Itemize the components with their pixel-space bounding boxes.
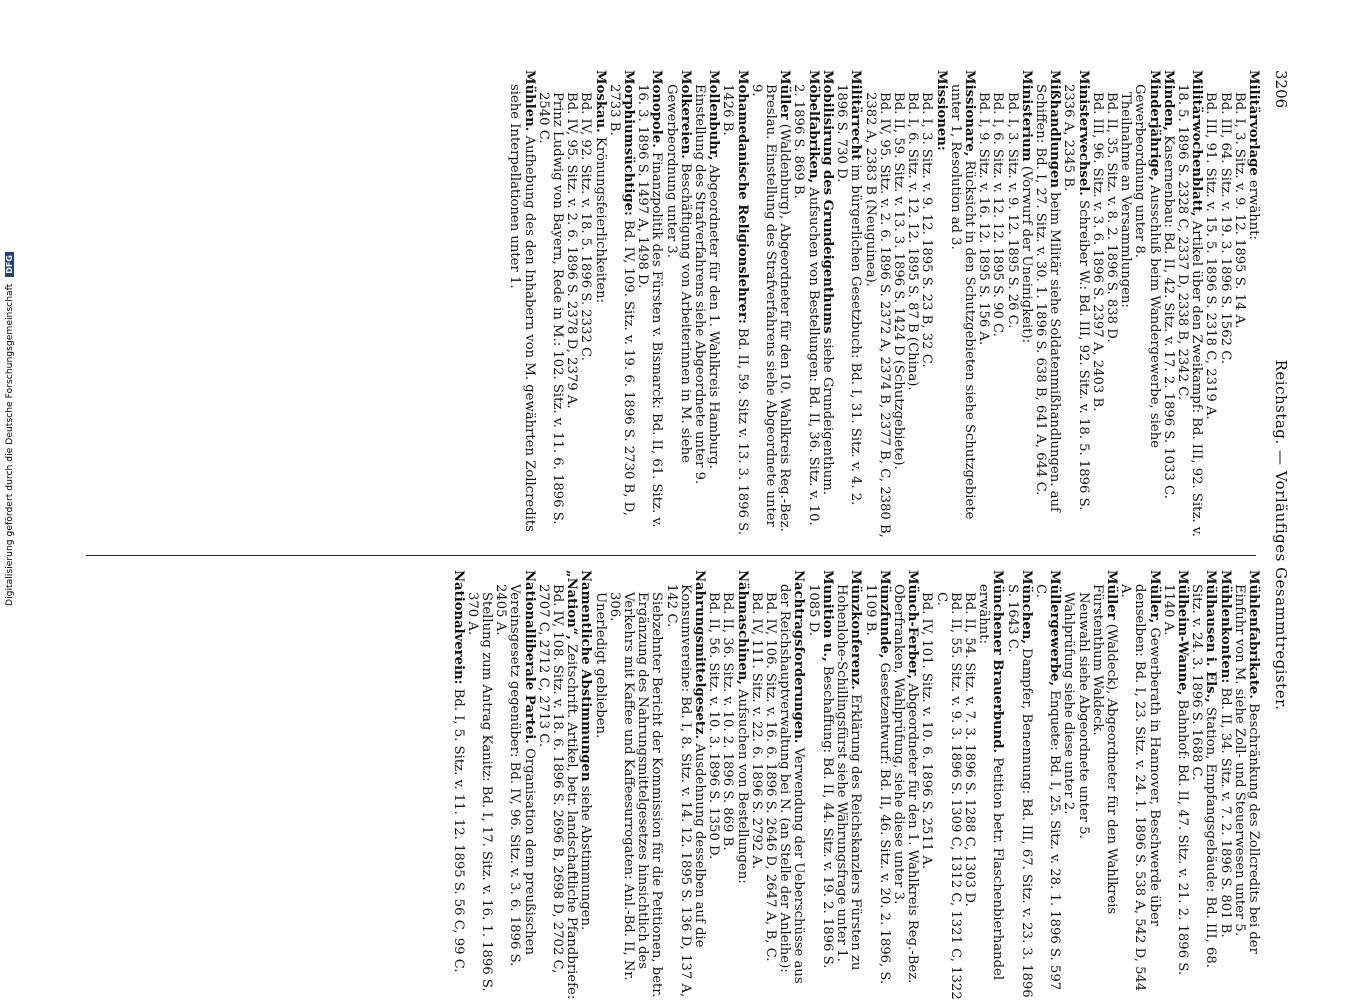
entry-text: im bürgerlichen Gesetzbuch: Bd. I, 31. Sitz. v. 4. 2. 1896 S. 730 D. <box>834 84 864 506</box>
entry-text: Erklärung des Reichskanzlers Fürsten zu Hohenlohe-Schillingsfürst siehe Währungsfrage unter 1. <box>834 584 864 971</box>
index-entry <box>450 570 464 1000</box>
index-entry <box>749 70 792 540</box>
entry-text: Gewerberath in Hannover, Beschwerde über denselben: Bd. I, 23. Sitz. v. 24. 1. 1896 S. 538 A, 542 D, 544 A. <box>1118 584 1162 992</box>
entry-text: (Waldenburg), Abgeordneter für den 10. Wahlkreis Reg.-Bez. Breslau. Einstellung des Strafverfahrens siehe Abgeordnete unter 9. <box>748 84 793 532</box>
entry-heading: Möbelfabriken, <box>805 70 821 184</box>
entry-subline: Unerledigt geblieben. <box>592 592 608 739</box>
entry-text: Bd. IV, 109. Sitz. v. 19. 6. 1896 S. 2730 B, D, 2733 B. <box>606 84 637 516</box>
entry-heading: Munition u., <box>819 570 835 662</box>
index-entry <box>1246 70 1260 540</box>
entry-heading: Müllergewerbe, <box>1047 570 1063 687</box>
entry-text: Bd. II, 34. Sitz. v. 7. 2. 1896 S. 801 B. <box>1217 687 1233 938</box>
entry-text: Ausschluß beim Wandergewerbe, siehe Gewerbeordnung unter 8. <box>1132 84 1162 449</box>
entry-text: Artikel über den Zweikampf: Bd. III, 92. Sitz. v. 18. 5. 1896 S. 2328 C, 2337 D, 2338 B, 2342 C. <box>1174 84 1205 537</box>
index-entry <box>692 70 720 540</box>
entry-text: Bahnhof: Bd. II, 47. Sitz. v. 21. 2. 1896 S. 1140 A. <box>1160 584 1190 976</box>
entry-heading: Mollenbuhr, <box>706 70 722 161</box>
entry-subline: Bd. IV, 106. Sitz. v. 16. 6. 1896 S. 2646 D, 2647 A, B, C. <box>763 592 779 962</box>
index-entry <box>1161 70 1175 540</box>
entry-text: Gesetzentwurf: Bd. II, 46. Sitz. v. 20. 2. 1896, S. 1109 B. <box>862 584 892 985</box>
index-entry <box>1189 570 1217 1000</box>
index-entry <box>1004 570 1032 1000</box>
entry-text: Rücksicht in den Schutzgebieten siehe Schutzgebiete unter 1, Resolution ad 3. <box>947 84 977 520</box>
entry-text: Aufsuchen von Bestellungen: <box>734 689 750 884</box>
index-entry <box>1232 570 1260 1000</box>
entry-subline: Bd. IV, 95. Sitz. v. 2. 6. 1896 S. 2372 A, 2374 B, 2377 B, C, 2380 B, 2382 A, 2383 B (Neuguinea). <box>862 92 892 538</box>
entry-subline: Bd. II, 36. Sitz. v. 10. 2. 1896 S. 869 B. <box>720 592 736 851</box>
index-entry <box>1118 570 1161 1000</box>
index-entry <box>607 70 635 540</box>
entry-text: siehe Grundeigenthum. <box>819 337 835 495</box>
entry-text: Krönungsfeierlichkeiten: <box>592 136 608 304</box>
entry-heading: Morphiumsüchtige: <box>621 70 637 216</box>
footer-text: Digitalisierung gefördert durch die Deutsche Forschungsgemeinschaft <box>4 283 15 606</box>
entry-subline: Bd. I, 3. Sitz. v. 9. 12. 1895 S. 26 C. <box>1004 92 1020 329</box>
entry-heading: Ministerium <box>1018 70 1034 162</box>
index-entry <box>536 570 579 1000</box>
entry-heading: Minden, <box>1160 70 1176 131</box>
index-entry <box>791 70 819 540</box>
entry-heading: Mühlenfabrikate. <box>1246 570 1261 699</box>
entry-heading: Müller <box>777 70 793 120</box>
entry-subline: Bd. I, 3. Sitz. v. 9. 12. 1895 S. 23 B, 32 C. <box>919 92 935 368</box>
index-entry <box>862 570 890 1000</box>
entry-text: (Vorwurf der Uneinigkeit): <box>1018 165 1034 344</box>
entry-text: Beschäftigung von Arbeiterinnen in M. siehe Gewerbeordnung unter 3. <box>663 84 693 463</box>
index-entry <box>834 570 862 1000</box>
index-entry <box>1217 570 1231 1000</box>
entry-text: Aufhebung des den Inhabern von M. gewährten Zollcredits siehe Interpellationen unter 1. <box>507 84 537 532</box>
index-entry <box>976 570 1004 1000</box>
entry-heading: Mülhausen i. Els., <box>1203 570 1219 703</box>
index-entry <box>933 70 947 540</box>
entry-subline: Bd. I, 6. Sitz. v. 12. 12. 1895 S. 90 C. <box>990 92 1006 337</box>
column-divider <box>86 555 1256 556</box>
page-title: Reichstag. — Vorläufiges Gesammtregister. <box>1272 359 1290 711</box>
entry-text: Ausdehnung desselben auf die Konsumvereine: Bd. I, 8. Sitz. v. 14. 12. 1895 S. 136 D, 137 A, 142 C. <box>663 584 708 998</box>
index-entry <box>493 570 536 1000</box>
entry-subline: Bd. IV, 92. Sitz. v. 18. 5. 1896 S. 2332 C. <box>578 92 594 361</box>
entry-heading: Mobilisirung des Grundeigenthums <box>819 70 835 334</box>
entry-subline: Bd. III, 96. Sitz. v. 3. 6. 1896 S. 2397 A, 2403 B. <box>1089 92 1105 412</box>
entry-text: Bd. I, 5. Sitz. v. 11. 12. 1895 S. 56 C, 99 C. <box>450 688 466 973</box>
entry-text: Abgeordneter für den 1. Wahlkreis Hamburg. Einstellung des Strafverfahrens siehe Abgeordnete unter 9. <box>692 84 722 485</box>
entry-text: Kasernenbau: Bd. II, 42. Sitz. v. 17. 2. 1896 S. 1033 C. <box>1160 135 1176 499</box>
entry-text: erwähnt: <box>1246 180 1261 240</box>
entry-heading: Mühlen. <box>521 70 537 132</box>
entry-heading: Nähmaschinen, <box>734 570 750 685</box>
entry-heading: Ministerwechsel. <box>1075 70 1091 196</box>
entry-text: Bd. II, 59. Sitz v. 13. 3. 1896 S. 1426 B. <box>720 84 750 535</box>
entry-text: Dampfer, Benennung: Bd. III, 67. Sitz. v. 23. 3. 1896 S. 1643 C. <box>1004 584 1034 998</box>
entry-text: Petition betr. Flaschenbierhandel erwähnt: <box>976 584 1006 981</box>
rotated-page <box>80 70 1290 1000</box>
entry-heading: Missionen: <box>933 70 949 151</box>
index-entry <box>1033 70 1061 540</box>
left-column <box>507 70 1260 540</box>
entry-text: (Waldeck), Abgeordneter für den Wahlkreis Fürstenthum Waldeck. <box>1089 584 1119 915</box>
index-entry <box>834 70 862 540</box>
entry-text: Enquete: Bd. I, 25. Sitz. v. 28. 1. 1896 S. 597 C. <box>1032 584 1063 991</box>
index-entry <box>592 70 606 540</box>
index-entry <box>1033 570 1061 1000</box>
dfg-logo: DFG <box>5 252 14 277</box>
entry-text: Abgeordneter für den 1. Wahlkreis Reg.-Bez. Oberfranken, Wahlprüfung, siehe diese unter 3. <box>890 584 921 984</box>
entry-heading: Mühlenkonten: <box>1217 570 1233 684</box>
index-entry <box>1161 570 1189 1000</box>
entry-heading: Mißhandlungen <box>1047 70 1063 188</box>
entry-heading: Mohamedanische Religionslehrer: <box>734 70 750 324</box>
entry-heading: Mülheim-Wanne, <box>1174 570 1190 696</box>
index-entry <box>734 570 748 1000</box>
entry-heading: Müller <box>1103 570 1119 620</box>
entry-heading: Münzfunde, <box>876 570 892 659</box>
index-entry <box>663 70 691 540</box>
right-column <box>450 570 1260 1000</box>
entry-subline: Bd. IV, 95. Sitz. v. 2. 6. 1896 S. 2378 D, 2379 A. <box>564 92 580 409</box>
entry-heading: Münch-Ferber, <box>905 570 921 680</box>
entry-text: Schreiber W.: Bd. III, 92. Sitz. v. 18. 5. 1896 S. 2336 A, 2345 B. <box>1061 84 1091 511</box>
entry-heading: Moskau. <box>592 70 608 133</box>
entry-heading: Monopole. <box>649 70 665 148</box>
entry-subline: Siebzehnter Bericht der Kommission für die Petitionen, betr. Ergänzung des Nahrungsmittelgesetzes hinsichtlich des Verkehrs mit Kaffee und Kaffeesurrogaten: Anl.-Bd. II, Nr. 306. <box>606 592 665 998</box>
entry-heading: Militärrecht <box>848 70 864 161</box>
index-entry <box>1061 70 1089 540</box>
entry-heading: Missionare, <box>961 70 977 157</box>
index-entry <box>1175 70 1203 540</box>
entry-subline: Prinz Ludwig von Bayern, Rede in M.: 102. Sitz. v. 11. 6. 1896 S. 2540 C. <box>535 92 566 525</box>
entry-subline: Bd. II, 55. Sitz. v. 9. 3. 1896 S. 1309 C, 1312 C, 1321 C, 1322 C. <box>933 592 963 1000</box>
index-entry <box>777 570 805 1000</box>
entry-heading: Nachtragsforderungen. <box>791 570 807 744</box>
entry-heading: Militärvorlage <box>1246 70 1261 176</box>
entry-subline: Bd. I, 3. Sitz. v. 9. 12. 1895 S. 14 A. <box>1231 92 1247 329</box>
index-entry <box>578 570 592 1000</box>
index-entry <box>1019 70 1033 540</box>
entry-heading: München, <box>1018 570 1034 644</box>
entry-subline: Bd. IV, 101. Sitz. v. 10. 6. 1896 S. 2511 A. <box>919 592 935 870</box>
entry-subline: Bd. II, 35. Sitz. v. 8. 2. 1896 S. 838 D. <box>1103 92 1119 343</box>
index-entry <box>806 570 834 1000</box>
index-entry <box>1132 70 1160 540</box>
entry-heading: Nationalliberale Partei. <box>521 570 537 744</box>
entry-text: Verwendung der Ueberschüsse aus der Reichshauptverwaltung bei N. (an Stelle der Anleihe): <box>777 584 807 984</box>
entry-subline: Bd. II, 56. Sitz. v. 10. 3. 1896 S. 1350 D. <box>706 592 722 860</box>
index-entry <box>663 570 706 1000</box>
entry-subline: Bd. I, 9. Sitz. v. 16. 12. 1895 S. 156 A. <box>976 92 992 346</box>
entry-subline: Bd. III, 64. Sitz. v. 19. 3. 1896 S. 1562 C. <box>1217 92 1233 365</box>
entry-heading: Namentliche Abstimmungen <box>578 570 594 782</box>
entry-heading: Nahrungsmittelgesetz. <box>692 570 708 740</box>
index-entry <box>507 70 535 540</box>
entry-subline: Bd. I, 6. Sitz. v. 12. 12. 1895 S. 87 B (China). <box>905 92 921 391</box>
entry-subline: Theilnahme an Versammlungen: <box>1118 92 1134 308</box>
entry-heading: Münzkonferenz. <box>848 570 864 690</box>
index-entry <box>1090 570 1118 1000</box>
entry-subline: Bd. II, 54. Sitz. v. 7. 3. 1896 S. 1288 C, 1303 D. <box>961 592 977 907</box>
entry-heading: Müller, <box>1146 570 1162 624</box>
entry-heading: Minderjährige, <box>1146 70 1162 181</box>
entry-text: siehe Abstimmungen. <box>578 785 594 931</box>
entry-subline: Stellung zum Antrag Kanitz: Bd. I, 17. Sitz. v. 16. 1. 1896 S. 370 A. <box>464 592 495 992</box>
entry-text: Beschaffung: Bd. II, 44. Sitz. v. 19. 2. 1896 S. 1085 D. <box>805 584 835 969</box>
entry-subline: Neuwahl siehe Abgeordnete unter 5. <box>1075 592 1091 839</box>
entry-text: Beschränkung des Zollcredits bei der Einfuhr von M. siehe Zoll- und Steuerwesen unter 5. <box>1231 584 1261 954</box>
entry-heading: „Nation“, <box>564 570 580 640</box>
index-entry <box>891 570 919 1000</box>
entry-subline: Bd. IV, 111. Sitz. v. 22. 6. 1896 S. 2792 A. <box>748 592 764 870</box>
entry-heading: Nationalverein: <box>450 570 466 685</box>
entry-text: Zeitschrift. Artikel, betr. landschaftliche Pfandbriefe: Bd. IV, 108. Sitz. v. 18. 6. 1896 S. 2696 B, 2698 D, 2702 C, 2707 C, 2712 C, 2713 C. <box>535 584 580 1000</box>
page-number: 3206 <box>1272 70 1290 109</box>
entry-text: Organisation dem preußischen Vereinsgesetz gegenüber: Bd. IV, 96. Sitz. v. 3. 6. 1896 S. 2405 A. <box>493 584 537 967</box>
index-entry <box>820 70 834 540</box>
entry-text: Station, Empfangsgebäude: Bd. III, 68. Sitz. v. 24. 3. 1896 S. 1688 C. <box>1189 584 1219 968</box>
entry-subline: Wahlprüfung siehe diese unter 2. <box>1061 592 1077 815</box>
entry-subline: Bd. III, 91. Sitz. v. 15. 5. 1896 S. 2318 C, 2319 A. <box>1203 92 1219 420</box>
footer-credit <box>4 224 22 606</box>
entry-heading: Militärwochenblatt, <box>1189 70 1205 217</box>
index-entry <box>948 70 976 540</box>
entry-text: Aufsuchen von Bestellungen: Bd. II, 36. Sitz. v. 10. 2. 1896 S. 869 B. <box>791 84 821 526</box>
index-entry <box>635 70 663 540</box>
entry-text: Finanzpolitik des Fürsten v. Bismarck: Bd. II, 61. Sitz. v. 16. 3. 1896 S. 1497 A, 1498 D. <box>635 84 665 528</box>
entry-subline: Bd. II, 59. Sitz. v. 13. 3. 1896 S. 1424 D (Schutzgebiete). <box>890 92 906 470</box>
entry-text: beim Militär siehe Soldatenmißhandlungen. auf Schiffen: Bd. I, 27. Sitz. v. 30. 1. 1896 S. 638 B, 641 A, 644 C. <box>1032 84 1063 512</box>
page-header <box>1264 70 1290 1000</box>
entry-heading: Münchener Brauerbund. <box>990 570 1006 754</box>
entry-heading: Molkereien. <box>677 70 693 159</box>
index-entry <box>720 70 748 540</box>
